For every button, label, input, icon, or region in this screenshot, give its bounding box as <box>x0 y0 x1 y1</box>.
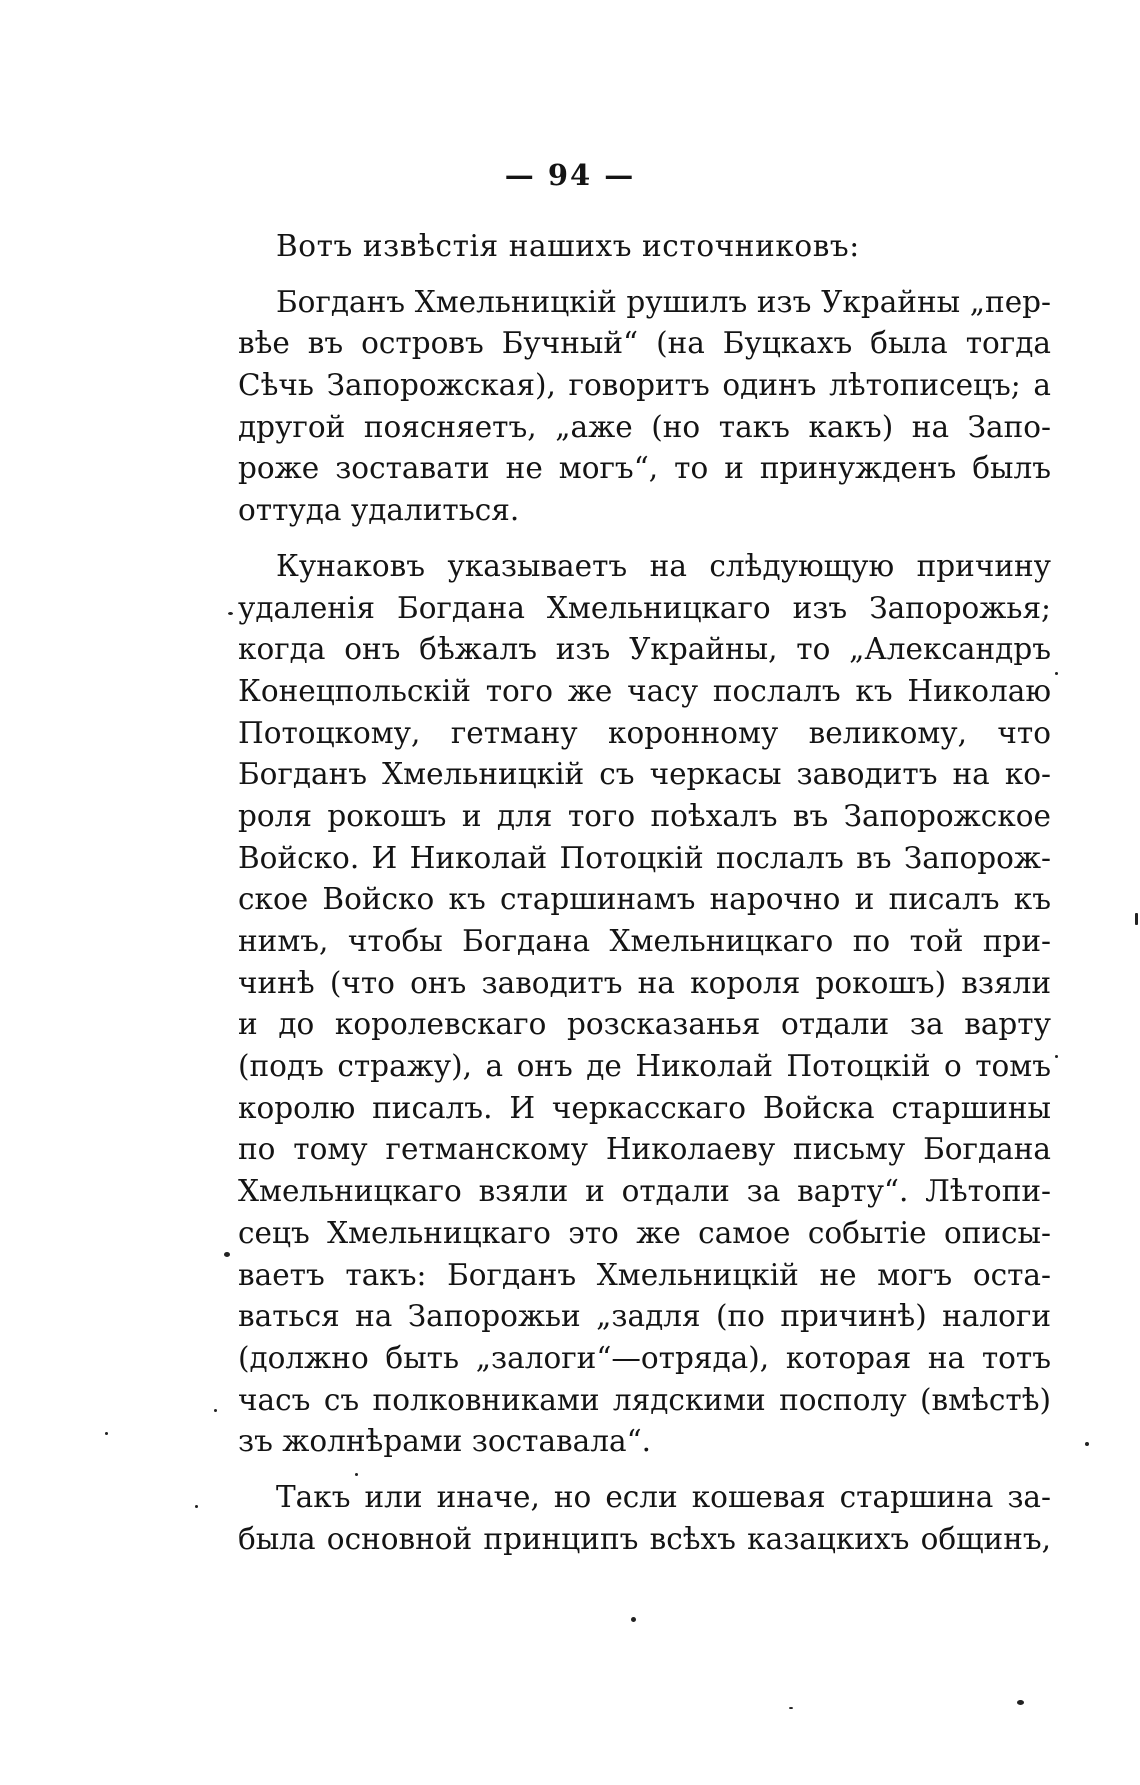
scan-speck <box>224 1252 230 1257</box>
text-line: Сѣчь Запорожская), говоритъ одинъ лѣтописецъ; а <box>238 368 1051 403</box>
page-number: — 94 — <box>504 158 636 192</box>
scan-speck <box>1055 672 1058 675</box>
text-line: Богданъ Хмельницкій съ черкасы заводитъ на ко- <box>238 757 1051 792</box>
paragraph-2 <box>238 546 1051 1463</box>
text-line: Такъ или иначе, но если кошевая старшина за- <box>276 1479 1051 1514</box>
text-line: Войско. И Николай Потоцкій послалъ въ Запорож- <box>238 840 1051 875</box>
text-line: по тому гетманскому Николаеву письму Богдана <box>238 1132 1051 1167</box>
paragraph-gap <box>238 1463 1051 1477</box>
scan-speck <box>1055 1055 1058 1058</box>
paragraph-gap <box>238 268 1051 282</box>
scan-speck <box>1135 913 1138 925</box>
scan-speck <box>789 1707 793 1709</box>
text-line: Потоцкому, гетману коронному великому, что <box>238 715 1051 750</box>
intro-heading: Вотъ извѣстія нашихъ источниковъ: <box>276 229 860 263</box>
scan-speck <box>105 1432 108 1435</box>
text-line: оттуда удалиться. <box>238 493 520 528</box>
text-line: Хмельницкаго взяли и отдали за варту“. Лѣтопи- <box>238 1174 1051 1209</box>
text-line: другой поясняетъ, „аже (но такъ какъ) на Запо- <box>238 409 1051 444</box>
text-line: (подъ стражу), а онъ де Николай Потоцкій о томъ <box>238 1049 1051 1084</box>
text-line: роля рокошъ и для того поѣхалъ въ Запорожское <box>238 798 1051 833</box>
text-line: сецъ Хмельницкаго это же самое событіе описы- <box>238 1215 1051 1250</box>
text-line: когда онъ бѣжалъ изъ Украйны, то „Александръ <box>238 632 1051 667</box>
text-line: была основной принципъ всѣхъ казацкихъ общинъ, <box>238 1521 1051 1556</box>
scan-speck <box>1017 1700 1024 1705</box>
scan-speck <box>355 1473 358 1476</box>
text-line: удаленія Богдана Хмельницкаго изъ Запорожья; <box>238 590 1051 625</box>
text-line: чинѣ (что онъ заводитъ на короля рокошъ) взяли <box>238 965 1051 1000</box>
text-line: Конецпольскій того же часу послалъ къ Николаю <box>238 673 1051 708</box>
body-text <box>238 226 1051 1560</box>
text-line: (должно быть „залоги“—отряда), которая на тотъ <box>238 1340 1051 1375</box>
text-line: Богданъ Хмельницкій рушилъ изъ Украйны „пер- <box>276 284 1051 319</box>
scan-speck <box>195 1505 198 1508</box>
text-line: часъ съ полковниками лядскими посполу (вмѣстѣ) <box>238 1382 1051 1417</box>
text-line: королю писалъ. И черкасскаго Войска старшины <box>238 1090 1051 1125</box>
text-line: ваетъ такъ: Богданъ Хмельницкій не могъ оста- <box>238 1257 1051 1292</box>
text-line: нимъ, чтобы Богдана Хмельницкаго по той при- <box>238 924 1051 958</box>
text-line: вѣе въ островъ Бучный“ (на Буцкахъ была тогда <box>238 326 1051 361</box>
text-line: роже зоставати не могъ“, то и принужденъ былъ <box>238 451 1051 486</box>
scan-speck <box>228 612 233 615</box>
paragraph-3 <box>238 1477 1051 1560</box>
paragraph-1 <box>238 282 1051 532</box>
text-line: ское Войско къ старшинамъ нарочно и писалъ къ <box>238 882 1051 917</box>
scan-speck <box>1085 1442 1089 1446</box>
scan-speck <box>631 1617 636 1622</box>
text-line: зъ жолнѣрами зоставала“. <box>238 1424 652 1459</box>
scan-speck <box>214 1409 217 1412</box>
text-line: Кунаковъ указываетъ на слѣдующую причину <box>276 548 1051 583</box>
text-line: и до королевскаго розсказанья отдали за варту <box>238 1007 1051 1042</box>
text-line: ваться на Запорожьи „задля (по причинѣ) налоги <box>238 1299 1051 1334</box>
paragraph-gap <box>238 532 1051 546</box>
